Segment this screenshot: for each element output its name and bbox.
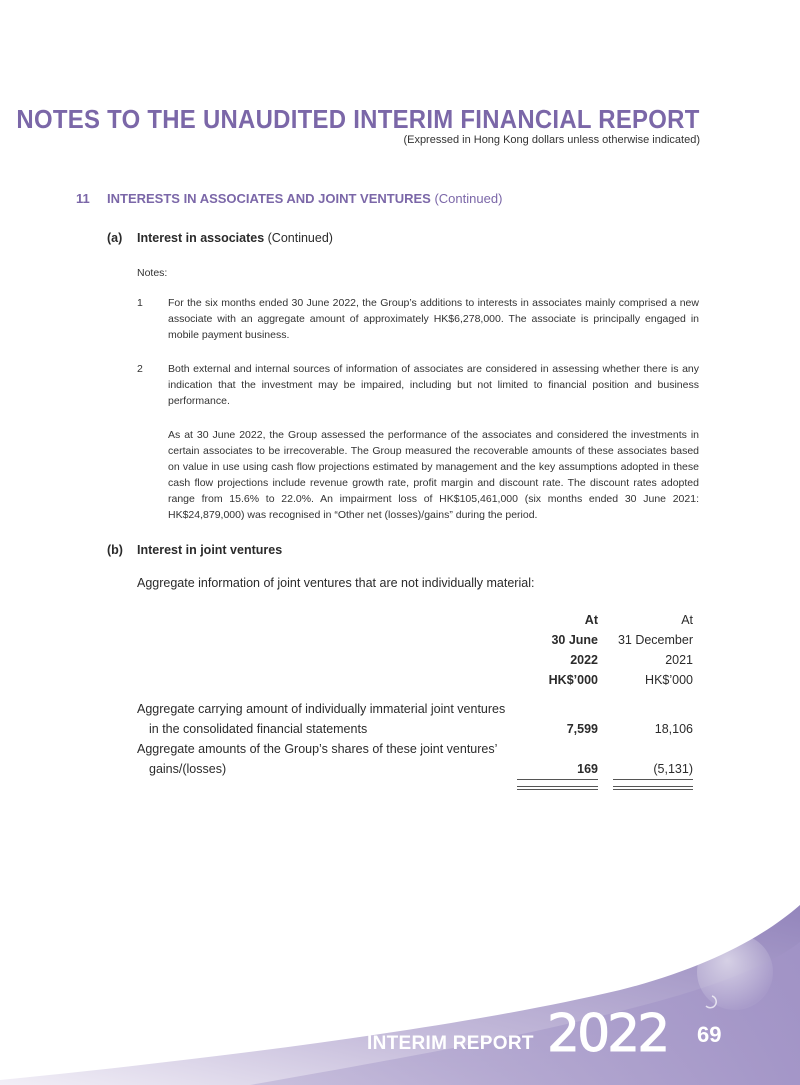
note-paragraph: As at 30 June 2022, the Group assessed the performance of the associates and considered the investments in certain associates to be irrecoverable. The Group measured the recoverable amounts of these associates based on value in use using cash flow projections estimated by management and the key assumptions adopted in these cash flow projections include revenue growth rate, profit margin and discount rate. The discount rates adopted range from 15.6% to 22.0%. An impairment loss of HK$105,461,000 (six months ended 30 June 2021: HK$24,879,000) was recognised in “Other net (losses)/gains” during the period. [168,429,699,521]
subsection-b-title: Interest in joint ventures [137,543,283,557]
table-row-label: Aggregate carrying amount of individually immaterial joint ventures [137,702,506,716]
table-double-rule [517,786,598,790]
table-row-label: Aggregate amounts of the Group’s shares of these joint ventures’ [137,742,498,756]
table-row-label: in the consolidated financial statements [149,722,368,736]
subsection-a-title-text: Interest in associates [137,231,265,245]
note-text: Both external and internal sources of information of associates are considered in assessing whether there is any indication that the investment may be impaired, including but not limited to financial position and business performance. [168,363,699,407]
column-header: At [681,613,693,627]
column-header: At [584,613,598,627]
table-row-label: gains/(losses) [149,762,227,776]
subsection-b-label: (b) [107,543,123,557]
column-header: HK$’000 [645,673,693,687]
table-cell: 18,106 [654,722,693,736]
footer-report-label: INTERIM REPORT [367,1033,534,1054]
column-header: 31 December [617,633,693,647]
column-header: 30 June [551,633,598,647]
page-number: 69 [697,1022,722,1047]
note-number: 1 [137,297,143,309]
section-continued: (Continued) [434,191,503,206]
table-cell: 7,599 [566,722,598,736]
subsection-a-title [137,231,333,245]
table-rule [613,779,693,780]
subsection-a-continued: (Continued) [267,231,333,245]
section-number: 11 [76,191,90,206]
column-header: 2021 [665,653,693,667]
table-cell: 169 [577,762,598,776]
column-header: 2022 [570,653,598,667]
section-title-text: INTERESTS IN ASSOCIATES AND JOINT VENTURES [107,191,431,206]
subsection-a-label: (a) [107,231,123,245]
table-double-rule [613,786,693,790]
page-title: NOTES TO THE UNAUDITED INTERIM FINANCIAL REPORT [16,104,700,134]
note-text: For the six months ended 30 June 2022, the Group’s additions to interests in associates mainly comprised a new associate with an aggregate amount of approximately HK$6,278,000. The associate is principally engaged in mobile payment business. [168,297,699,341]
table-intro: Aggregate information of joint ventures that are not individually material: [137,576,535,590]
footer-year: 2022 [547,1004,668,1064]
page-subtitle: (Expressed in Hong Kong dollars unless otherwise indicated) [403,134,700,146]
section-title [107,191,502,206]
note-number: 2 [137,363,143,375]
notes-label: Notes: [137,267,168,279]
column-header: HK$’000 [548,673,598,687]
table-cell: (5,131) [653,762,693,776]
table-rule [517,779,598,780]
